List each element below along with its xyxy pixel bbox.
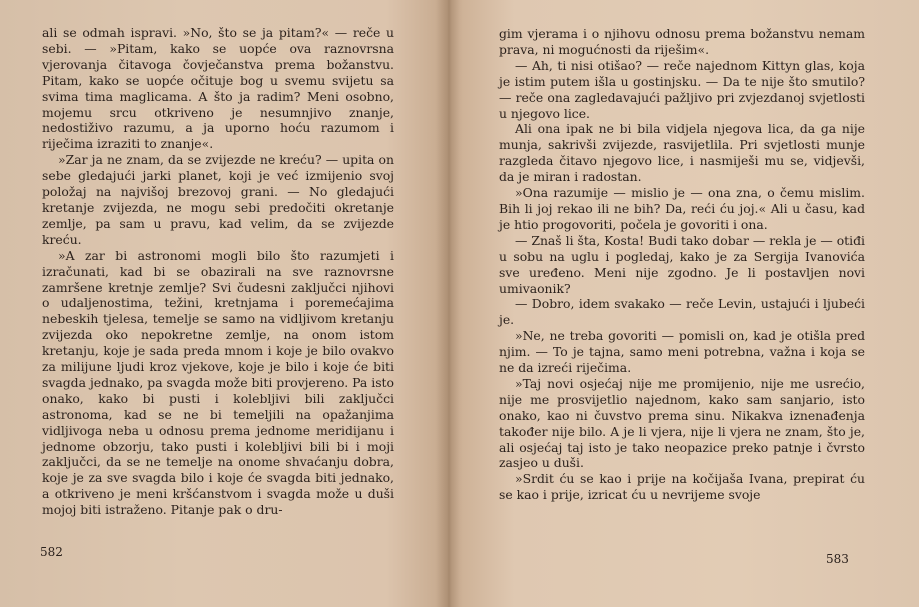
left-page-text (42, 25, 394, 518)
paragraph: »Zar ja ne znam, da se zvijezde ne kreću? — upita on sebe gledajući jarki planet, koji je već izmijenio svoj položaj na najvišoj brezovoj grani. — No gledajući kretanje zvijezda, ne mogu sebi predočiti okretanje zemlje, pa sam u pravu, kad velim, da se zvijezde kreću. (42, 152, 394, 247)
paragraph: — Znaš li šta, Kosta! Budi tako dobar — rekla je — otiđi u sobu na uglu i pogledaj, kako je za Sergija Ivanovića sve uređeno. Meni nije zgodno. Je li postavljen novi umivaonik? (499, 232, 865, 296)
paragraph: »Ona razumije — mislio je — ona zna, o čemu mislim. Bih li joj rekao ili ne bih? Da, reći ću joj.« Ali u času, kad je htio progovoriti, počela je govoriti i ona. (499, 185, 865, 232)
paragraph: Ali ona ipak ne bi bila vidjela njegova lica, da ga nije munja, sakrivši zvijezde, rasvijetlila. Pri svjetlosti munje razgleda čitavo njegovo lice, i nasmiješi mu se, vidjevši, da je miran i radostan. (499, 121, 865, 185)
paragraph: »A zar bi astronomi mogli bilo što razumjeti i izračunati, kad bi se obazirali na sve raznovrsne zamršene kretnje zemlje? Svi čudesni zaključci njihovi o udaljenostima, težini, kretnjama i poremećajima nebeskih tjelesa, temelje se samo na vidljivom kretanju zvijezda oko nepokretne zemlje, na onom istom kretanju, koje je sada preda mnom i koje je bilo ovakvo za milijune ljudi kroz vjekove, koje je bilo i koje će biti svagda jednako, pa svagda može biti provjereno. Pa isto onako, kako bi pusti i kolebljivi bili zaključci astronoma, kad se ne bi temeljili na opažanjima vidljivoga neba u odnosu prema jednome meridijanu i jednome obzorju, tako pusti i kolebljivi bili bi i moji zaključci, da se ne temelje na onome shvaćanju dobra, koje je za sve svagda bilo i koje će svagda biti jednako, a otkriveno je meni kršćanstvom i svagda može u duši mojoj biti istraženo. Pitanje pak o dru- (42, 247, 394, 518)
page-number-left: 582 (40, 545, 63, 559)
paragraph: »Ne, ne treba govoriti — pomisli on, kad je otišla pred njim. — To je tajna, samo meni potrebna, važna i koja se ne da izreći riječima. (499, 328, 865, 376)
paragraph: gim vjerama i o njihovu odnosu prema božanstvu nemam prava, ni mogućnosti da riješim«. (499, 26, 865, 57)
left-page (0, 0, 448, 607)
paragraph: »Taj novi osjećaj nije me promijenio, nije me usrećio, nije me prosvijetlio najednom, kako sam sanjario, isto onako, kao ni čuvstvo prema sinu. Nikakva iznenađenja također nije bilo. A je li vjera, nije li vjera ne znam, što je, ali osjećaj taj isto je tako neopazice preko patnje i čvrsto zasjeo u duši. (499, 375, 865, 471)
paragraph: ali se odmah ispravi. »No, što se ja pitam?« — reče u sebi. — »Pitam, kako se uopće ova raznovrsna vjerovanja čitavoga čovječanstva prema božanstvu. Pitam, kako se uopće očituje bog u svemu svijetu sa svima tima maglicama. A što ja radim? Meni osobno, mojemu srcu otkriveno je nesumnjivo znanje, nedostiživo razumu, a ja uporno hoću razumom i riječima izraziti to znanje«. (42, 25, 394, 152)
page-number-right: 583 (826, 552, 849, 566)
paragraph: — Dobro, idem svakako — reče Levin, ustajući i ljubeći je. (499, 296, 865, 328)
right-page (450, 0, 919, 607)
paragraph: — Ah, ti nisi otišao? — reče najednom Kittyn glas, koja je istim putem išla u gostinjsku. — Da te nije što smutilo? — reče ona zagledavajući pažljivo pri zvjezdanoj svjetlosti u njegovo lice. (499, 57, 865, 121)
paragraph: »Srdit ću se kao i prije na kočijaša Ivana, prepirat ću se kao i prije, izricat ću u nevrijeme svoje (499, 471, 865, 503)
right-page-text (499, 26, 865, 503)
